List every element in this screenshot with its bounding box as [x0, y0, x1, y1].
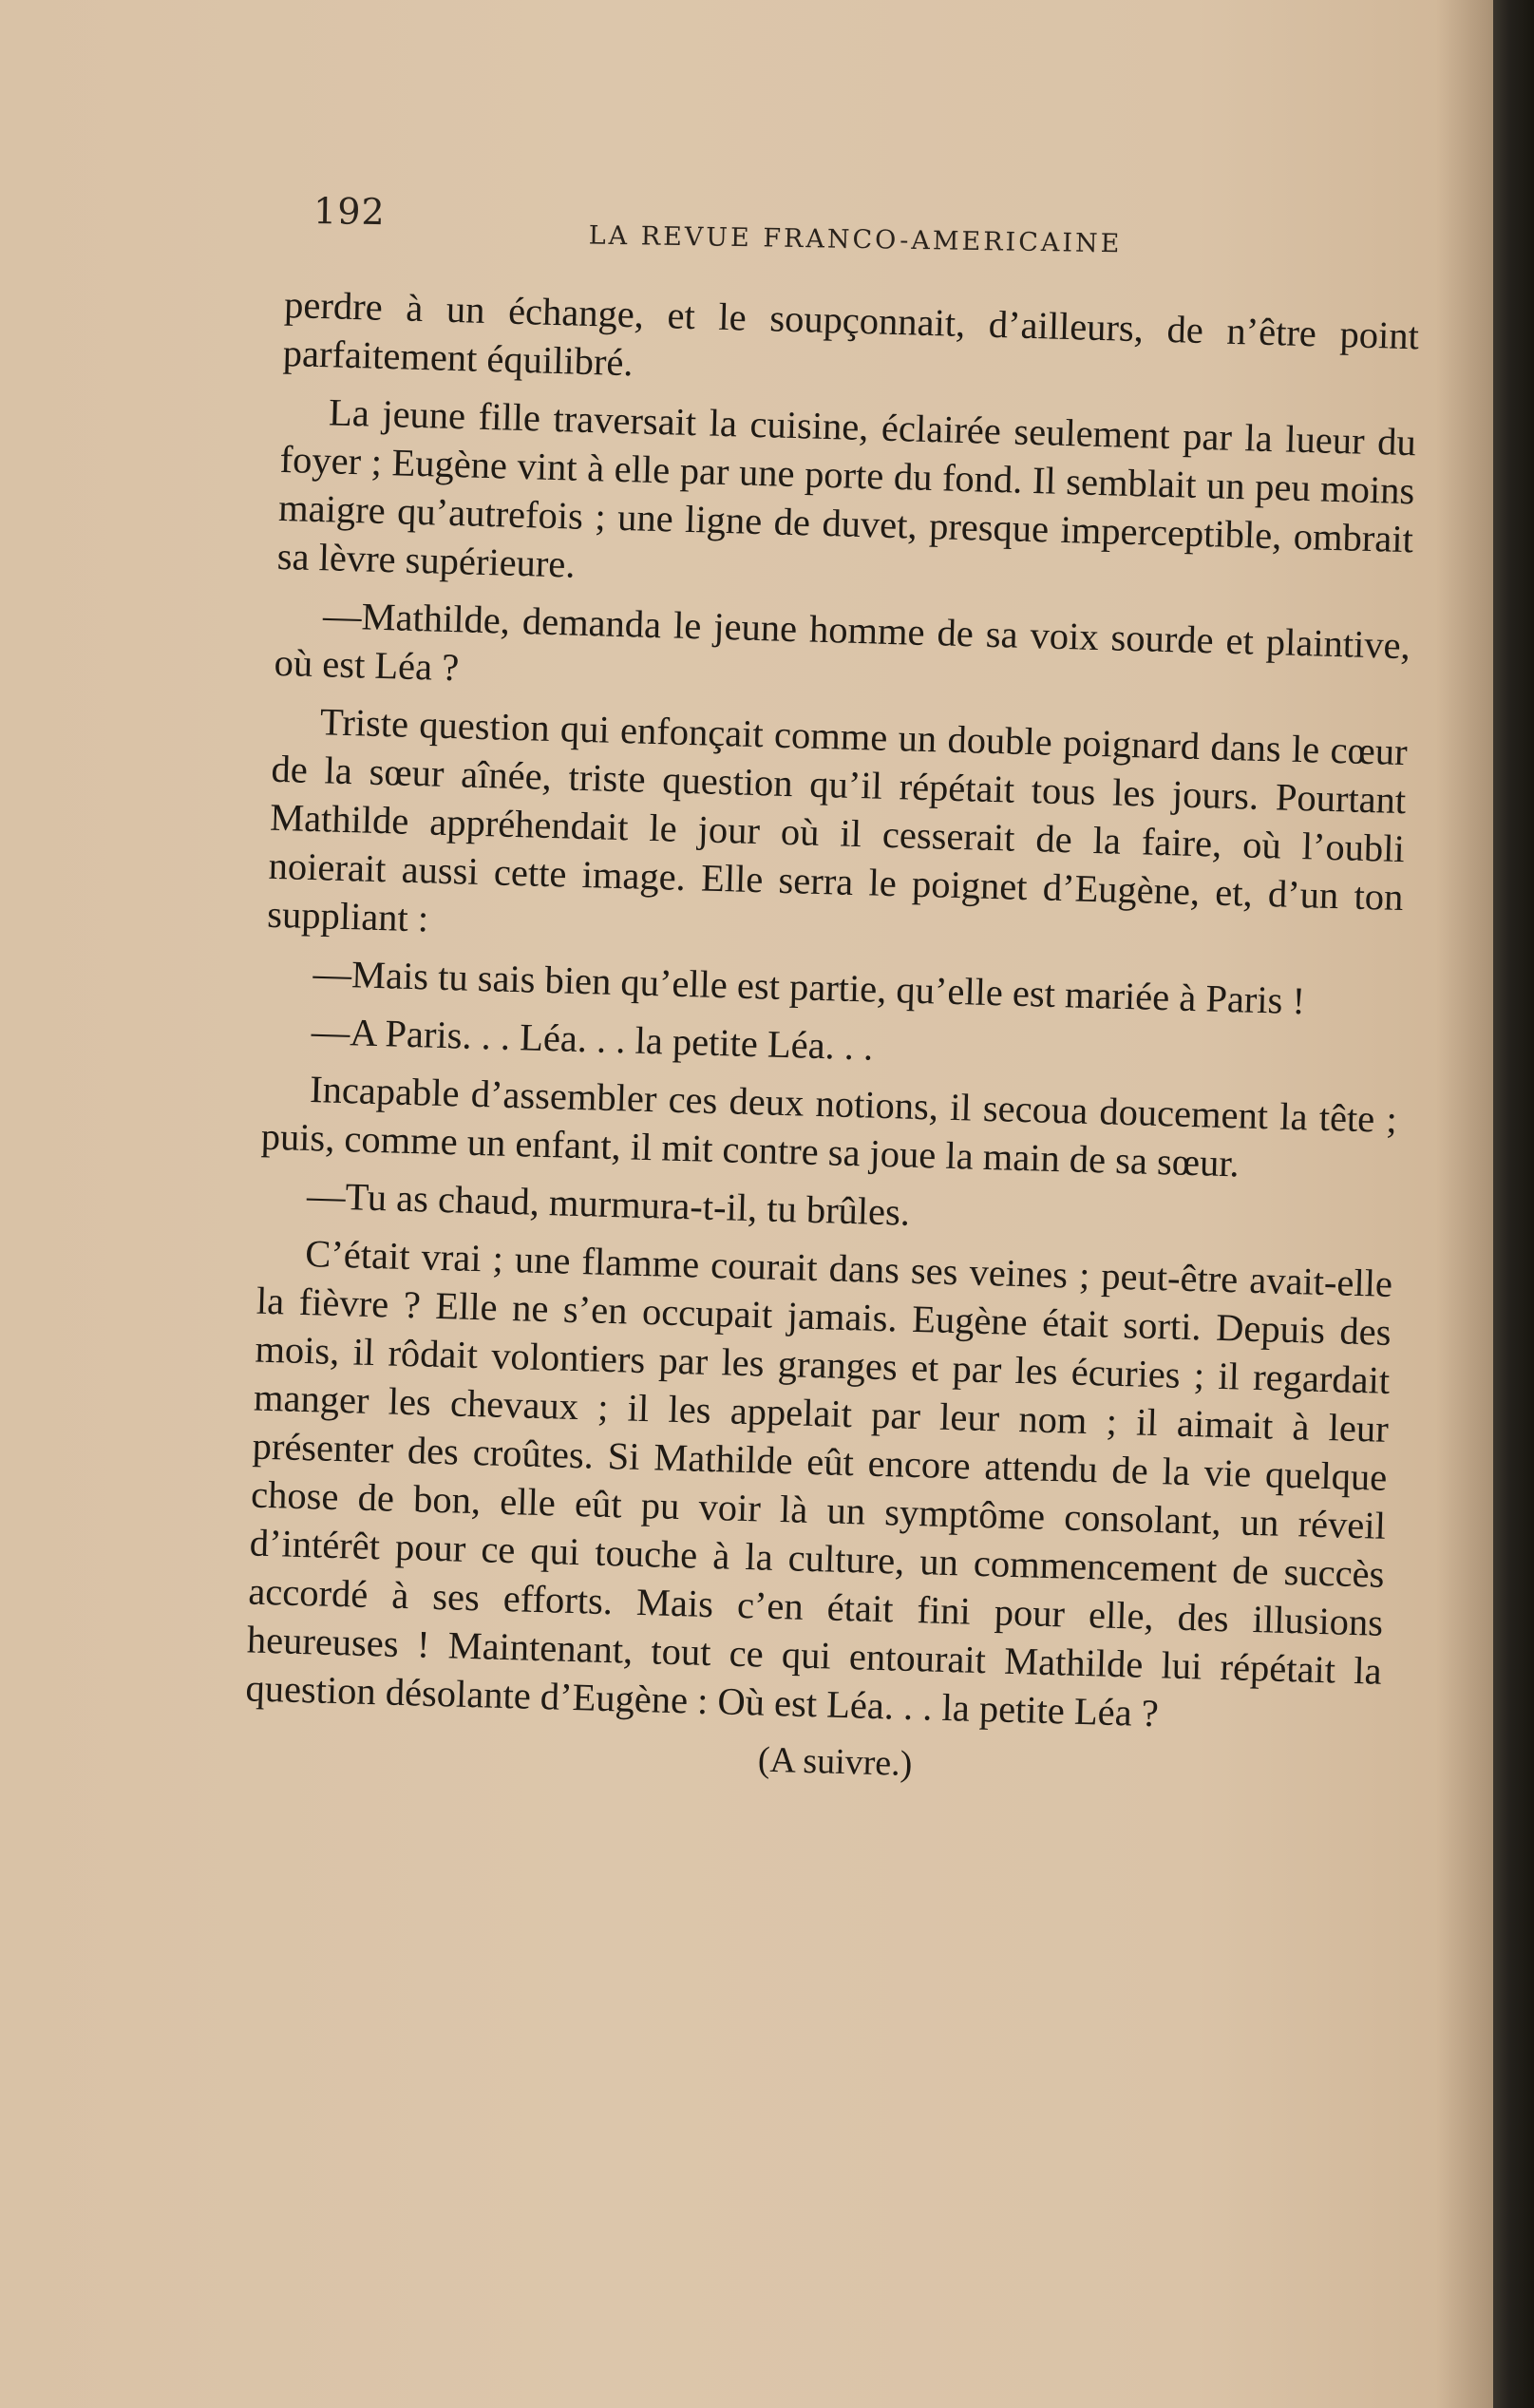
paragraph: —Mais tu sais bien qu’elle est partie, qu’elle est mariée à Paris ! — [312, 952, 1306, 1023]
running-title: LA REVUE FRANCO-AMERICAINE — [588, 220, 1123, 259]
page-header — [313, 190, 1169, 260]
paragraph: La jeune fille traversait la cuisine, éclairée seulement par la lueur du foyer ; Eugène vint à elle par une porte du fond. Il semblait un peu moins maigre qu’autrefois ; une ligne de duvet, presque imperceptible, ombrait sa lèvre supérieure. — [276, 390, 1417, 586]
a-suivre-note: (A suivre.) — [757, 1739, 913, 1785]
paragraph: —A Paris. . . Léa. . . la petite Léa. . . — [311, 1010, 874, 1069]
page-edge-shadow — [1436, 0, 1493, 2408]
book-spine — [1493, 0, 1534, 2408]
paragraph: C’était vrai ; une flamme courait dans ses veines ; peut-être avait-elle la fièvre ? Elle ne s’en occupait jamais. Eugène était sorti. Depuis des mois, il rôdait volontiers par les granges et par les écuries ; il regardait manger les chevaux ; il les appelait par leur nom ; il aimait à leur présenter des croûtes. Si Mathilde eût encore attendu de la vie quelque chose de bon, elle eût pu voir là un symptôme consolant, un réveil d’intérêt pour ce qui touche à la culture, un commencement de succès accordé à ses efforts. Mais c’en était fini pour elle, des illusions heureuses ! Maintenant, tout ce qui entourait Mathilde lui répétait la question désolante d’Eugène : Où est Léa. . . la petite Léa ? — [244, 1232, 1393, 1735]
paragraph: —Tu as chaud, murmura-t-il, tu brûles. — [306, 1174, 911, 1234]
paragraph: Incapable d’assembler ces deux notions, il secoua doucement la tête ; puis, comme un enfant, il mit contre sa joue la main de sa sœur. — [260, 1068, 1398, 1185]
paragraph: perdre à un échange, et le soupçonnait, d’ailleurs, de n’être point parfaitement équilibré. — [282, 282, 1420, 385]
paragraph: Triste question qui enfonçait comme un double poignard dans le cœur de la sœur aînée, triste question qu’il répétait tous les jours. Pourtant Mathilde appréhendait le jour où il cesserait de la faire, où l’oubli noierait aussi cette image. Elle serra le poignet d’Eugène, et, d’un ton suppliant : — [266, 700, 1409, 940]
paragraph: —Mathilde, demanda le jeune homme de sa voix sourde et plaintive, où est Léa ? — [274, 594, 1411, 690]
page-number: 192 — [312, 190, 386, 234]
page-body — [243, 280, 1420, 1811]
